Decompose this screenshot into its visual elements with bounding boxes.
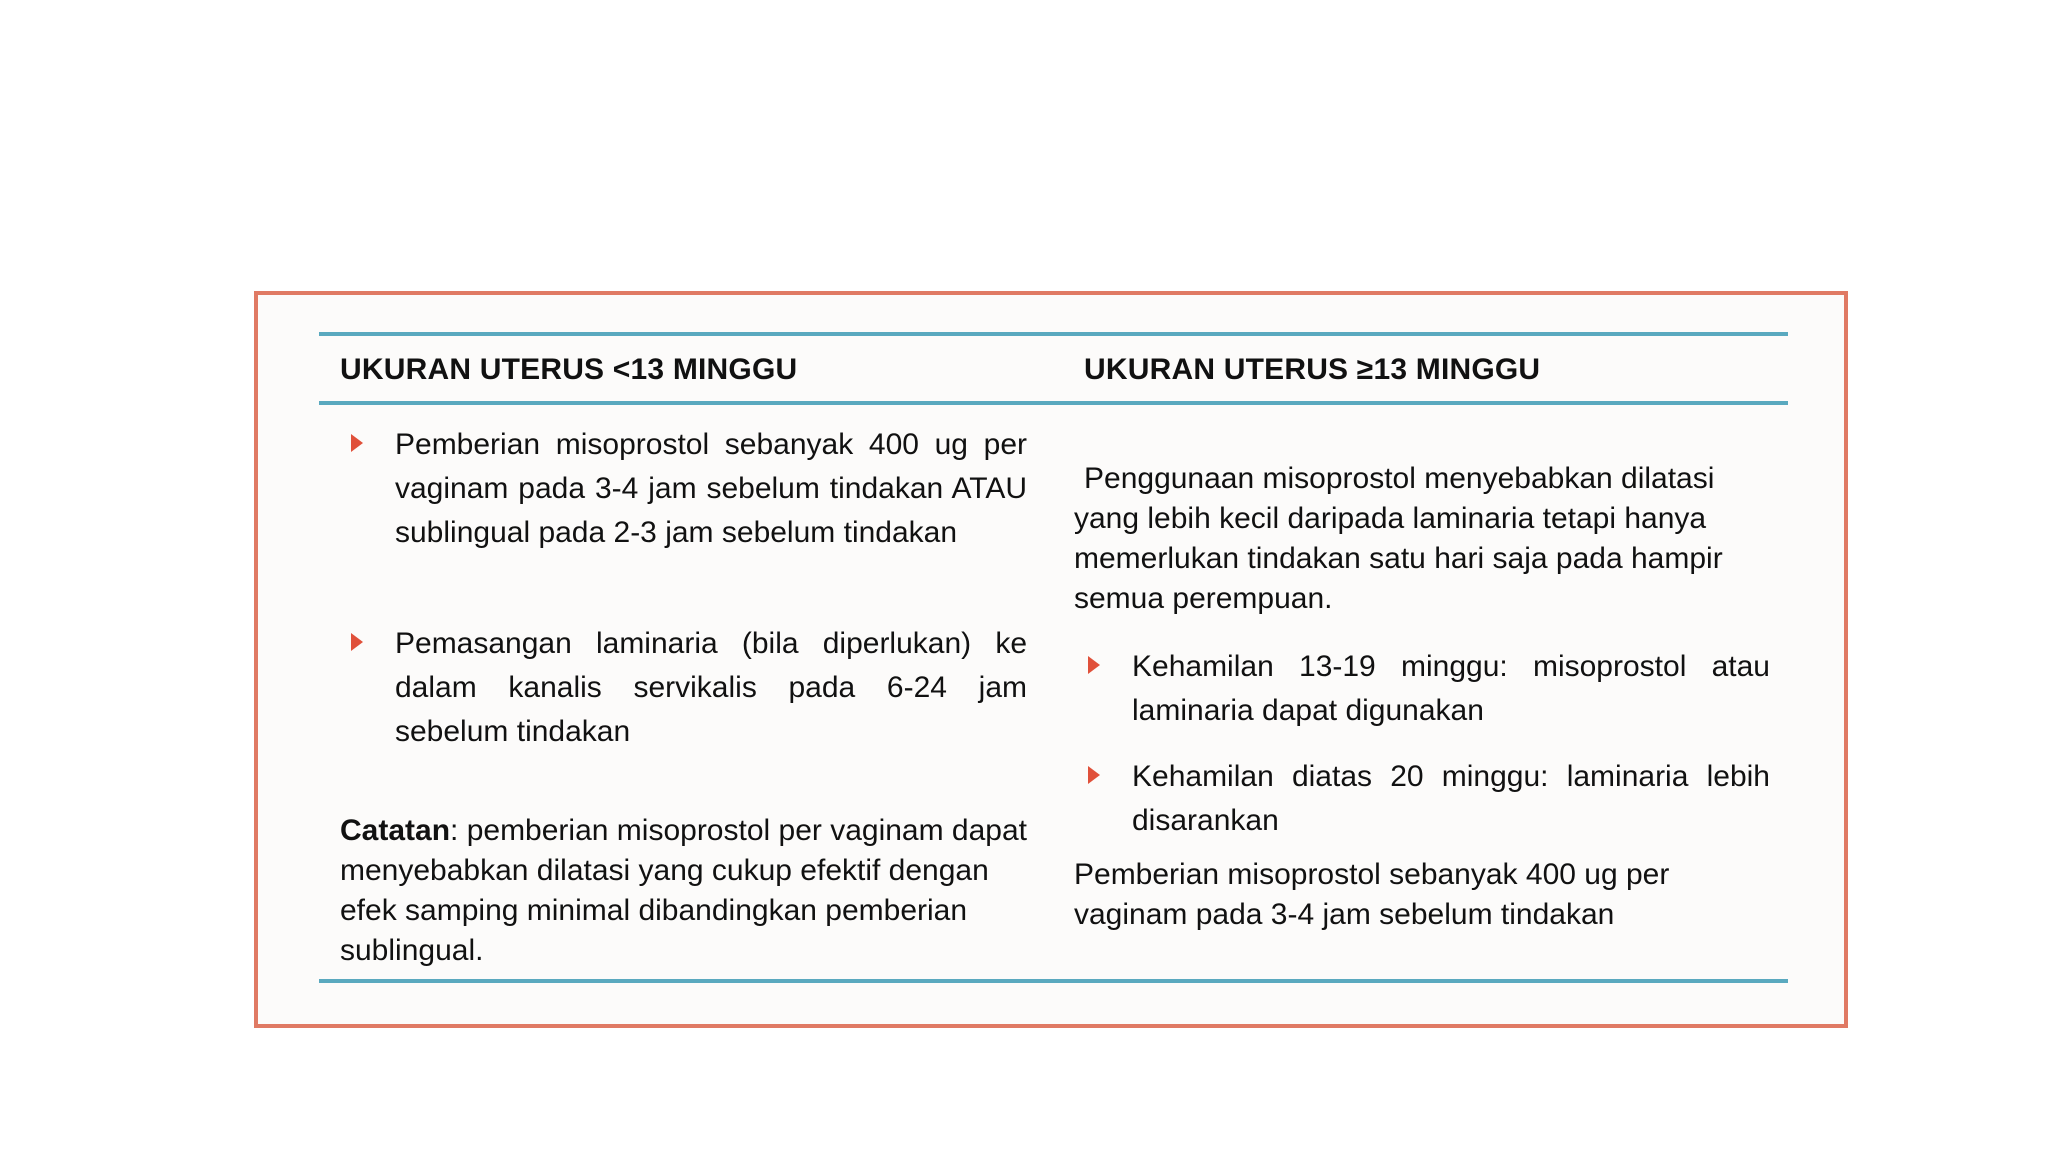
- right-footer-paragraph: Pemberian misoprostol sebanyak 400 ug per vaginam pada 3-4 jam sebelum tindakan: [1074, 858, 1670, 931]
- bullet-arrow-icon: [1088, 656, 1100, 674]
- top-rule: [319, 332, 1788, 336]
- bullet-arrow-icon: [1088, 766, 1100, 784]
- note-paragraph: [340, 811, 1030, 971]
- left-bullet-text: Pemasangan laminaria (bila diperlukan) ke dalam kanalis servikalis pada 6-24 jam sebelum tindakan: [395, 627, 1027, 748]
- left-bullet-text: Pemberian misoprostol sebanyak 400 ug per vaginam pada 3-4 jam sebelum tindakan ATAU sublingual pada 2-3 jam sebelum tindakan: [395, 428, 1027, 549]
- right-bullet-text: Kehamilan 13-19 minggu: misoprostol atau laminaria dapat digunakan: [1132, 650, 1770, 727]
- note-label: Catatan: [340, 814, 451, 847]
- right-intro-paragraph: Penggunaan misoprostol menyebabkan dilatasi yang lebih kecil daripada laminaria tetapi hanya memerlukan tindakan satu hari saja pada hampir semua perempuan.: [1074, 462, 1723, 615]
- right-bullet-item: [1132, 755, 1770, 843]
- bottom-rule: [319, 979, 1788, 983]
- left-column-heading: UKURAN UTERUS <13 MINGGU: [340, 353, 798, 386]
- bullet-arrow-icon: [351, 633, 363, 651]
- right-column-heading: UKURAN UTERUS ≥13 MINGGU: [1084, 353, 1541, 386]
- left-bullet-item: [395, 622, 1027, 754]
- info-box: [254, 291, 1848, 1028]
- header-rule: [319, 401, 1788, 405]
- left-bullet-item: [395, 423, 1027, 555]
- bullet-arrow-icon: [351, 434, 363, 452]
- right-bullet-item: [1132, 645, 1770, 733]
- note-text: : pemberian misoprostol per vaginam dapat menyebabkan dilatasi yang cukup efektif dengan efek samping minimal dibandingkan pemberian sublingual.: [340, 814, 1028, 967]
- right-bullet-text: Kehamilan diatas 20 minggu: laminaria lebih disarankan: [1132, 760, 1770, 837]
